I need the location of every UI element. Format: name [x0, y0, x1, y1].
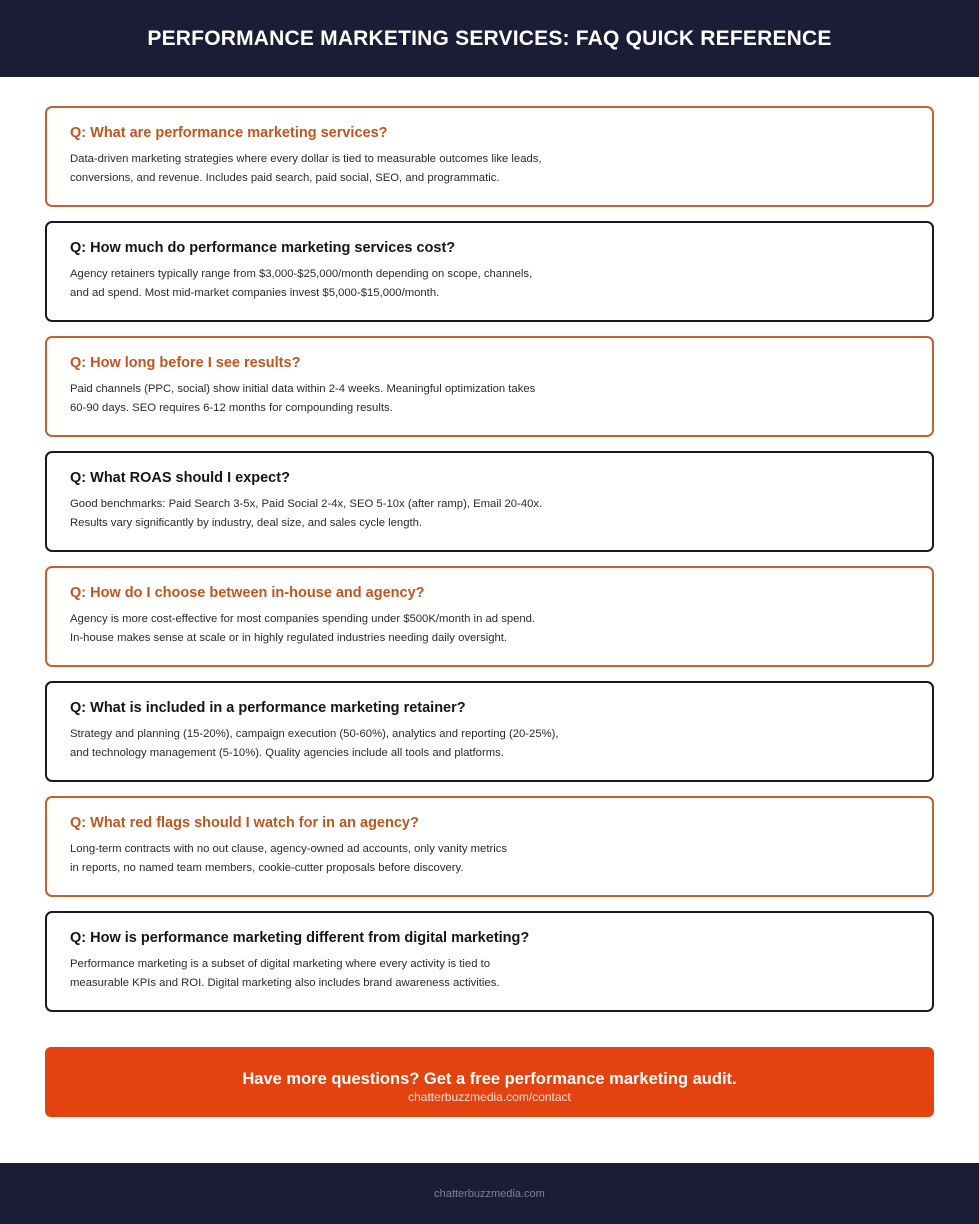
faq-question: Q: How is performance marketing different from digital marketing? [70, 930, 530, 946]
page-title: PERFORMANCE MARKETING SERVICES: FAQ QUICK REFERENCE [147, 26, 832, 50]
faq-answer-line: in reports, no named team members, cookie-cutter proposals before discovery. [70, 862, 464, 874]
faq-question: Q: How do I choose between in-house and agency? [70, 585, 425, 601]
faq-answer-line: Paid channels (PPC, social) show initial data within 2-4 weeks. Meaningful optimization takes [70, 383, 536, 395]
faq-question: Q: What are performance marketing services? [70, 125, 388, 141]
faq-answer [70, 840, 570, 878]
faq-answer [70, 265, 570, 303]
faq-answer-line: In-house makes sense at scale or in highly regulated industries needing daily oversight. [70, 632, 508, 644]
page-footer [0, 1163, 979, 1224]
faq-answer-line: Performance marketing is a subset of digital marketing where every activity is tied to [70, 958, 491, 970]
cta-link[interactable]: chatterbuzzmedia.com/contact [408, 1090, 571, 1104]
faq-answer-line: Data-driven marketing strategies where every dollar is tied to measurable outcomes like leads, [70, 153, 542, 165]
faq-card [45, 336, 934, 437]
faq-card [45, 451, 934, 552]
faq-question: Q: How much do performance marketing services cost? [70, 240, 456, 256]
faq-card [45, 911, 934, 1012]
footer-link[interactable]: chatterbuzzmedia.com [434, 1187, 545, 1200]
faq-answer-line: Agency retainers typically range from $3,000-$25,000/month depending on scope, channels, [70, 268, 533, 280]
faq-answer-line: 60-90 days. SEO requires 6-12 months for compounding results. [70, 402, 393, 414]
faq-list [45, 106, 934, 1026]
faq-answer [70, 380, 570, 418]
page-header [0, 0, 979, 77]
faq-card [45, 796, 934, 897]
faq-answer-line: Results vary significantly by industry, deal size, and sales cycle length. [70, 517, 423, 529]
faq-card [45, 221, 934, 322]
faq-card [45, 681, 934, 782]
faq-answer [70, 495, 570, 533]
faq-question: Q: What red flags should I watch for in an agency? [70, 815, 419, 831]
faq-answer-line: Good benchmarks: Paid Search 3-5x, Paid Social 2-4x, SEO 5-10x (after ramp), Email 20-40x. [70, 498, 543, 510]
faq-card [45, 106, 934, 207]
faq-question: Q: What ROAS should I expect? [70, 470, 290, 486]
faq-question: Q: What is included in a performance marketing retainer? [70, 700, 466, 716]
faq-card [45, 566, 934, 667]
faq-answer-line: and technology management (5-10%). Quality agencies include all tools and platforms. [70, 747, 504, 759]
faq-answer-line: measurable KPIs and ROI. Digital marketing also includes brand awareness activities. [70, 977, 500, 989]
faq-answer-line: conversions, and revenue. Includes paid search, paid social, SEO, and programmatic. [70, 172, 500, 184]
faq-answer-line: and ad spend. Most mid-market companies invest $5,000-$15,000/month. [70, 287, 440, 299]
faq-answer-line: Strategy and planning (15-20%), campaign execution (50-60%), analytics and reporting (20-25%), [70, 728, 559, 740]
cta-title: Have more questions? Get a free performance marketing audit. [242, 1070, 737, 1088]
faq-answer [70, 955, 570, 993]
faq-answer-line: Agency is more cost-effective for most companies spending under $500K/month in ad spend. [70, 613, 536, 625]
faq-answer [70, 610, 570, 648]
faq-answer [70, 150, 570, 188]
faq-answer [70, 725, 570, 763]
faq-question: Q: How long before I see results? [70, 355, 301, 371]
faq-answer-line: Long-term contracts with no out clause, agency-owned ad accounts, only vanity metrics [70, 843, 508, 855]
cta-banner[interactable] [45, 1047, 934, 1117]
